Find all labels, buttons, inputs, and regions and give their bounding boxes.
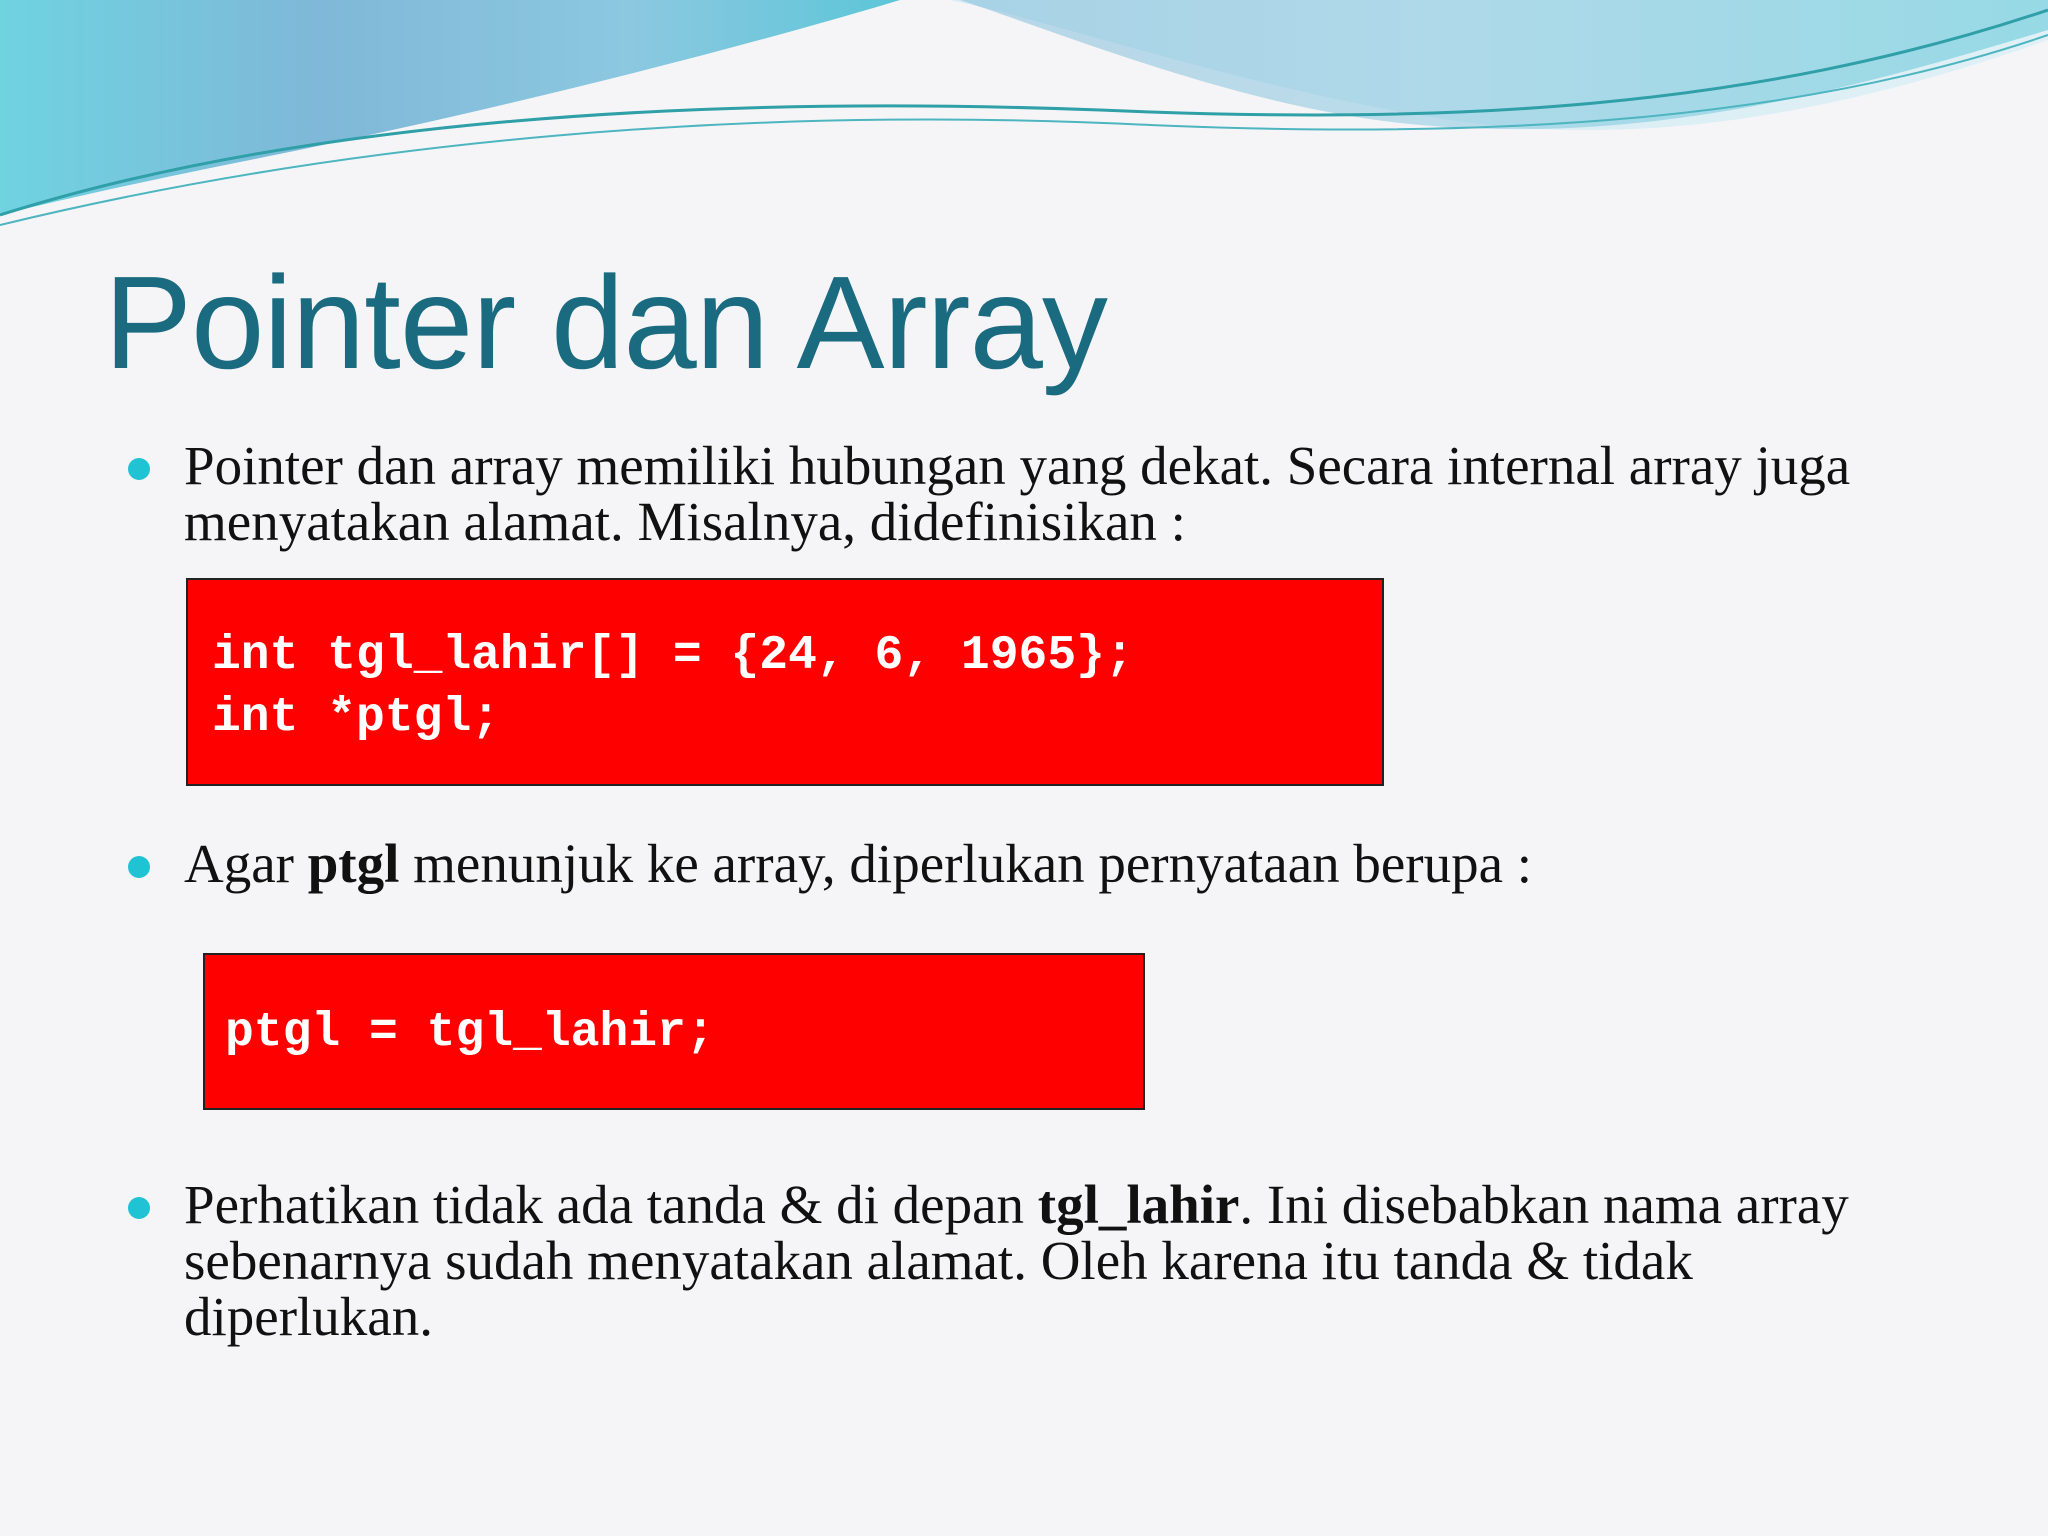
code-block-assignment (203, 953, 1145, 1110)
bullet-dot-icon (128, 856, 150, 878)
bullet-text: Pointer dan array memiliki hubungan yang dekat. Secara internal array juga menyatakan alamat. Misalnya, didefinisikan : (184, 435, 1851, 552)
bullet-item-2 (184, 833, 1944, 894)
bullet-item-3 (184, 1174, 1944, 1347)
header-wave-decoration (0, 0, 2048, 240)
code-line: int tgl_lahir[] = {24, 6, 1965}; (212, 629, 1134, 683)
bullet-dot-icon (128, 1197, 150, 1219)
code-block-declaration (186, 578, 1384, 786)
code-line: ptgl = tgl_lahir; (225, 1006, 715, 1060)
bullet-item-1 (184, 435, 1944, 552)
bullet-text-pre: Agar (184, 833, 308, 894)
bullet-text-post: menunjuk ke array, diperlukan pernyataan berupa : (399, 833, 1533, 894)
bullet-text-bold: tgl_lahir (1037, 1174, 1240, 1235)
slide-title: Pointer dan Array (104, 249, 1107, 396)
bullet-text-bold: ptgl (307, 833, 400, 894)
code-line: int *ptgl; (212, 691, 501, 745)
bullet-text-pre: Perhatikan tidak ada tanda & di depan (184, 1174, 1038, 1235)
bullet-dot-icon (128, 458, 150, 480)
bullet-text-post: . Ini disebabkan nama array sebenarnya sudah menyatakan alamat. Oleh karena itu tanda & tidak diperlukan. (184, 1174, 1849, 1347)
